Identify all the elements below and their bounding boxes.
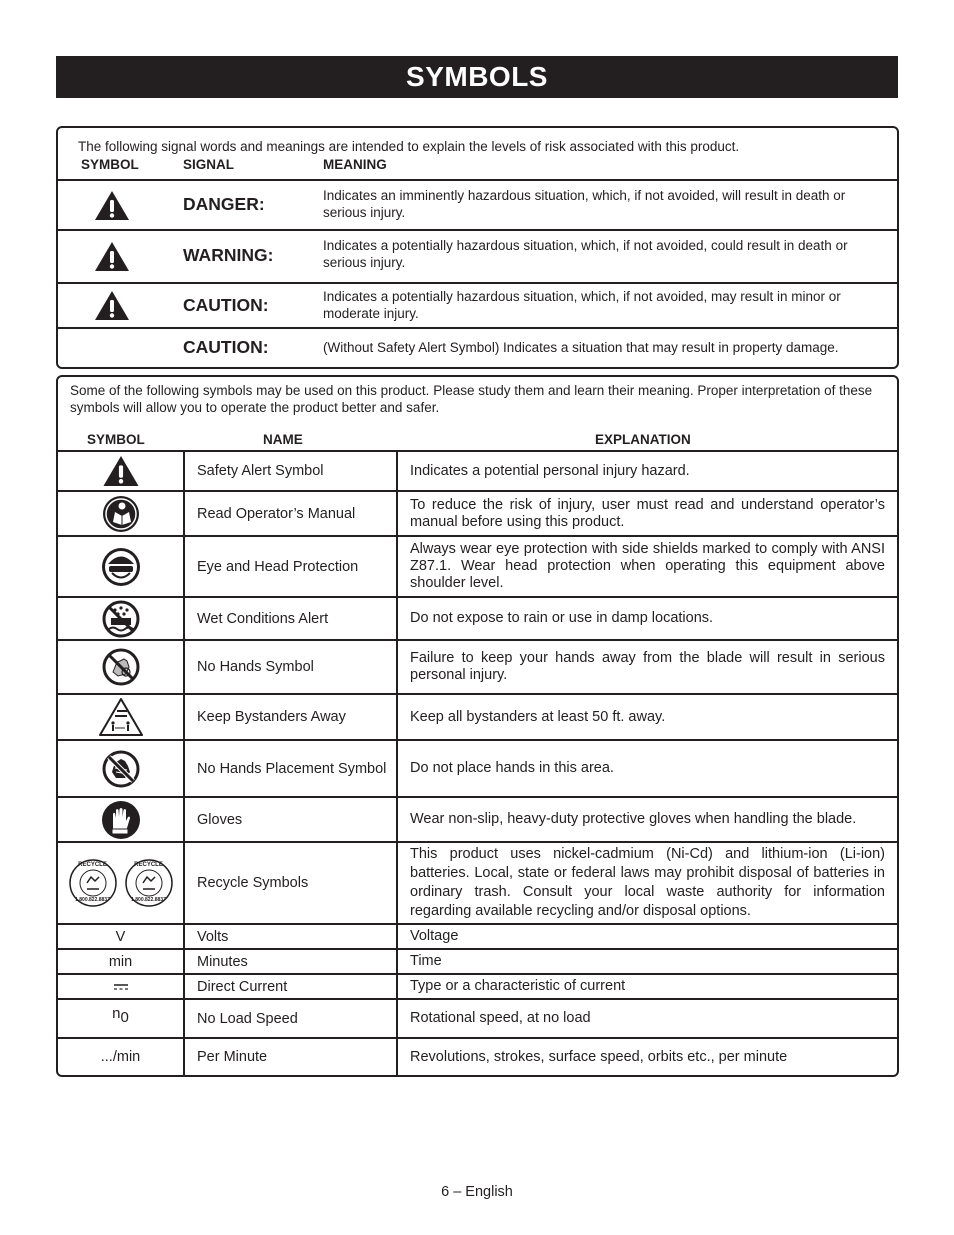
signal-row-warning [58, 229, 897, 282]
symbol-explanation: To reduce the risk of injury, user must read and understand operator’s manual before using this product. [396, 492, 897, 535]
symbol-explanation: Keep all bystanders at least 50 ft. away. [396, 695, 897, 739]
recycle-badge-bottom: 1.800.822.8837 [131, 897, 166, 903]
table-row [58, 739, 897, 796]
symbol-name: Gloves [183, 798, 396, 841]
symbol-explanation: Wear non-slip, heavy-duty protective gloves when handling the blade. [396, 798, 897, 841]
symbol-explanation: This product uses nickel-cadmium (Ni-Cd) and lithium-ion (Li-ion) batteries. Local, state or federal laws may prohibit disposal of batteries in ordinary trash. Consult your local waste authority for information regarding available recycling and/or disposal options. [396, 843, 897, 923]
signal-word: CAUTION: [183, 337, 269, 357]
signal-word: WARNING: [183, 245, 274, 265]
safety-alert-icon [94, 290, 130, 321]
symbol-explanation: Always wear eye protection with side shields marked to comply with ANSI Z87.1. Wear head protection when operating this equipment above shoulder level. [396, 537, 897, 596]
page-title: SYMBOLS [56, 56, 898, 98]
symbol-name: No Load Speed [183, 1000, 396, 1037]
signal-intro: The following signal words and meanings are intended to explain the levels of risk associated with this product. [78, 139, 740, 154]
table-row [58, 490, 897, 535]
symbol-explanation: Indicates a potential personal injury hazard. [396, 452, 897, 490]
table-row [58, 948, 897, 973]
header-symbol: SYMBOL [81, 157, 139, 172]
recycle-nicd-icon [69, 859, 117, 907]
symbol-explanation: Failure to keep your hands away from the blade will result in serious personal injury. [396, 641, 897, 693]
wet-conditions-icon [58, 598, 183, 639]
volts-symbol: V [115, 928, 126, 945]
table-row [58, 1037, 897, 1075]
eye-head-protection-icon [58, 537, 183, 596]
no-hands-placement-icon [58, 741, 183, 796]
symbols-box [56, 375, 899, 1077]
symbol-explanation: Rotational speed, at no load [396, 1000, 897, 1037]
gloves-icon [58, 798, 183, 841]
table-row [58, 841, 897, 923]
symbol-name: No Hands Placement Symbol [183, 741, 396, 796]
symbol-name: Direct Current [183, 975, 396, 998]
symbol-name: No Hands Symbol [183, 641, 396, 693]
symbol-name: Read Operator’s Manual [183, 492, 396, 535]
symbol-name: Volts [183, 925, 396, 948]
table-row [58, 998, 897, 1037]
symbol-name: Eye and Head Protection [183, 537, 396, 596]
signal-row-caution-property [58, 327, 897, 367]
table-row [58, 639, 897, 693]
direct-current-icon [58, 975, 183, 998]
minutes-symbol: min [108, 953, 133, 970]
header-name: NAME [263, 432, 303, 447]
header-explanation: EXPLANATION [595, 432, 691, 447]
signal-word: DANGER: [183, 194, 265, 214]
table-row [58, 596, 897, 639]
header-meaning: MEANING [323, 157, 387, 172]
recycle-badge-top: RECYCLE [78, 862, 107, 868]
table-row [58, 450, 897, 490]
symbol-name: Wet Conditions Alert [183, 598, 396, 639]
symbol-name: Per Minute [183, 1039, 396, 1075]
table-row [58, 796, 897, 841]
signal-meaning: Indicates a potentially hazardous situation, which, if not avoided, may result in minor or moderate injury. [323, 289, 841, 321]
symbol-name: Safety Alert Symbol [183, 452, 396, 490]
signal-meaning: (Without Safety Alert Symbol) Indicates a situation that may result in property damage. [323, 340, 839, 355]
symbol-name: Minutes [183, 950, 396, 973]
table-row [58, 973, 897, 998]
recycle-icons [58, 843, 183, 923]
symbol-explanation: Do not place hands in this area. [396, 741, 897, 796]
symbol-explanation: Do not expose to rain or use in damp locations. [396, 598, 897, 639]
keep-bystanders-away-icon [58, 695, 183, 739]
page-number: 6 – English [441, 1184, 513, 1200]
no-load-speed-symbol: n0 [112, 1005, 129, 1026]
safety-alert-icon [94, 190, 130, 221]
signal-row-danger [58, 179, 897, 229]
safety-alert-icon [58, 452, 183, 490]
recycle-badge-top: RECYCLE [134, 862, 163, 868]
table-row [58, 693, 897, 739]
no-hands-icon [58, 641, 183, 693]
table-row [58, 923, 897, 948]
symbol-name: Recycle Symbols [183, 843, 396, 923]
read-manual-icon [58, 492, 183, 535]
safety-alert-icon [94, 241, 130, 272]
symbol-explanation: Type or a characteristic of current [396, 975, 897, 998]
signal-meaning: Indicates a potentially hazardous situation, which, if not avoided, could result in death or serious injury. [323, 238, 848, 270]
symbol-explanation: Revolutions, strokes, surface speed, orbits etc., per minute [396, 1039, 897, 1075]
header-signal: SIGNAL [183, 157, 235, 172]
recycle-liion-icon [125, 859, 173, 907]
signal-row-caution [58, 282, 897, 327]
signal-meaning: Indicates an imminently hazardous situation, which, if not avoided, will result in death or serious injury. [323, 188, 846, 220]
signal-words-box [56, 126, 899, 369]
per-minute-symbol: .../min [100, 1049, 141, 1065]
symbol-explanation: Voltage [396, 925, 897, 948]
recycle-badge-bottom: 1.800.822.8837 [75, 897, 110, 903]
table-row [58, 535, 897, 596]
symbols-intro: Some of the following symbols may be used on this product. Please study them and learn their meaning. Proper interpretation of these symbols will allow you to operate the product better and safer. [70, 383, 873, 415]
signal-word: CAUTION: [183, 295, 269, 315]
symbol-explanation: Time [396, 950, 897, 973]
header-symbol: SYMBOL [87, 432, 145, 447]
symbol-name: Keep Bystanders Away [183, 695, 396, 739]
